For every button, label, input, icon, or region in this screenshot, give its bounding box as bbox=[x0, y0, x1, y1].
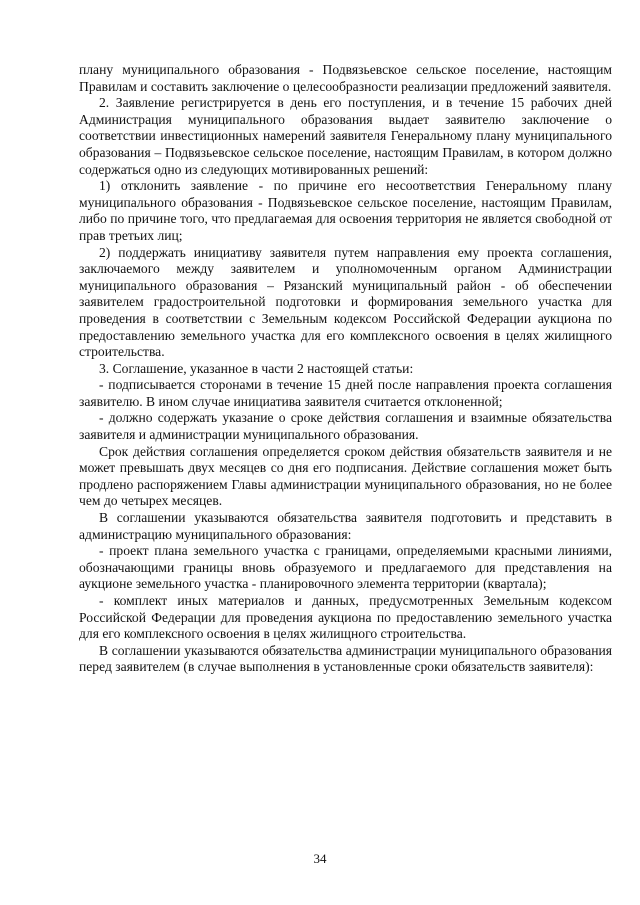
paragraph: - должно содержать указание о сроке действия соглашения и взаимные обязательства заявителя и администрации муниципального образования. bbox=[79, 410, 612, 443]
paragraph: 1) отклонить заявление - по причине его несоответствия Генеральному плану муниципального образования - Подвязьевское сельское поселение, настоящим Правилам, либо по причине того, что предлагаемая для освоения территория не является свободной от прав третьих лиц; bbox=[79, 178, 612, 243]
paragraph: 2) поддержать инициативу заявителя путем направления ему проекта соглашения, заключаемого между заявителем и уполномоченным органом Администрации муниципального образования – Рязанский муниципальный район - об обеспечении заявителем градостроительной подготовки и формирования земельного участка для проведения в соответствии с Земельным кодексом Российской Федерации аукциона по предоставлению земельного участка для его комплексного освоения в целях жилищного строительства. bbox=[79, 244, 612, 360]
paragraph: В соглашении указываются обязательства заявителя подготовить и представить в администрацию муниципального образования: bbox=[79, 510, 612, 542]
page-number: 34 bbox=[313, 851, 327, 866]
paragraph: 3. Соглашение, указанное в части 2 настоящей статьи: bbox=[99, 360, 414, 376]
paragraph: - комплект иных материалов и данных, предусмотренных Земельным кодексом Российской Федерации для проведения аукциона по предоставлению земельного участка для его комплексного освоения в целях жилищного строительства. bbox=[79, 593, 612, 642]
paragraph: Срок действия соглашения определяется сроком действия обязательств заявителя и не может превышать двух месяцев со дня его подписания. Действие соглашения может быть продлено распоряжением Главы администрации муниципального образования, но не более чем до четырех месяцев. bbox=[79, 443, 612, 509]
paragraph: - подписывается сторонами в течение 15 дней после направления проекта соглашения заявителю. В ином случае инициатива заявителя считается отклоненной; bbox=[79, 377, 612, 409]
document-body bbox=[79, 62, 612, 676]
paragraph: 2. Заявление регистрируется в день его поступления, и в течение 15 рабочих дней Администрация муниципального образования выдает заявителю заключение о соответствии инвестиционных намерений заявителя Генеральному плану муниципального образования – Подвязьевское сельское поселение, настоящим Правилам, в котором должно содержаться одно из следующих мотивированных решений: bbox=[79, 95, 612, 177]
paragraph: плану муниципального образования - Подвязьевское сельское поселение, настоящим Правилам и составить заключение о целесообразности реализации предложений заявителя. bbox=[79, 62, 612, 94]
paragraph: В соглашении указываются обязательства администрации муниципального образования перед заявителем (в случае выполнения в установленные сроки обязательств заявителя): bbox=[79, 642, 612, 675]
paragraph: - проект плана земельного участка с границами, определяемыми красными линиями, обозначающими границы вновь образуемого и предлагаемого для представления на аукционе земельного участка - планировочного элемента территории (квартала); bbox=[79, 543, 612, 592]
